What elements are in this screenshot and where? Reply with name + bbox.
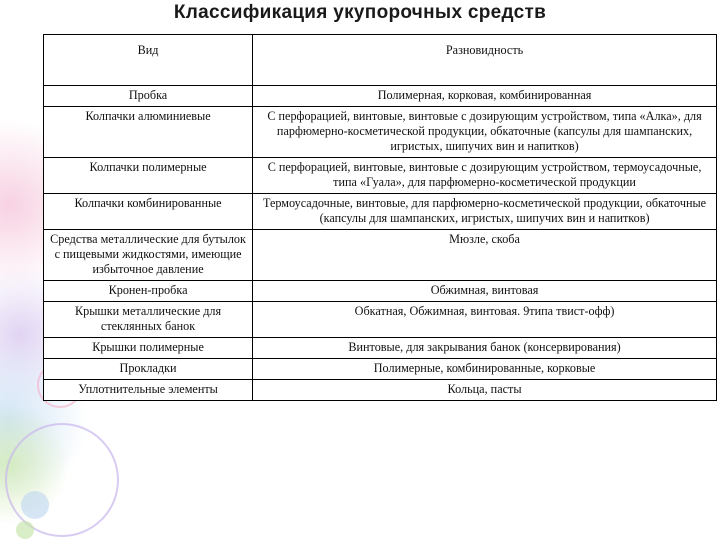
table-row	[44, 86, 717, 107]
table-row	[44, 230, 717, 281]
variety-cell: Кольца, пасты	[253, 380, 717, 401]
variety-cell: С перфорацией, винтовые, винтовые с дозирующим устройством, термоусадочные, типа «Гуала», для парфюмерно-косметической продукции	[253, 158, 717, 194]
kind-cell: Крышки полимерные	[44, 338, 253, 359]
kind-cell: Средства металлические для бутылок с пищевыми жидкостями, имеющие избыточное давление	[44, 230, 253, 281]
classification-table	[43, 34, 717, 401]
header-cell-variety: Разновидность	[253, 35, 717, 86]
kind-cell: Колпачки алюминиевые	[44, 107, 253, 158]
kind-cell: Колпачки полимерные	[44, 158, 253, 194]
table-row	[44, 380, 717, 401]
kind-cell: Колпачки комбинированные	[44, 194, 253, 230]
kind-cell: Кронен-пробка	[44, 281, 253, 302]
variety-cell: Полимерная, корковая, комбинированная	[253, 86, 717, 107]
decor-dot-green	[16, 521, 34, 539]
variety-cell: Обжимная, винтовая	[253, 281, 717, 302]
table-row	[44, 194, 717, 230]
variety-cell: Полимерные, комбинированные, корковые	[253, 359, 717, 380]
table-row	[44, 281, 717, 302]
variety-cell: С перфорацией, винтовые, винтовые с дозирующим устройством, типа «Алка», для парфюмерно-косметической продукции, обкаточные (капсулы для шампанских, игристых, шипучих вин и напитков)	[253, 107, 717, 158]
kind-cell: Пробка	[44, 86, 253, 107]
variety-cell: Обкатная, Обжимная, винтовая. 9типа твист-офф)	[253, 302, 717, 338]
header-cell-kind: Вид	[44, 35, 253, 86]
table-row	[44, 338, 717, 359]
table-row	[44, 359, 717, 380]
table-row	[44, 107, 717, 158]
variety-cell: Термоусадочные, винтовые, для парфюмерно-косметической продукции, обкаточные (капсулы для шампанских, игристых, шипучих вин и напитков)	[253, 194, 717, 230]
table-row	[44, 302, 717, 338]
table-header-row	[44, 35, 717, 86]
variety-cell: Мюзле, скоба	[253, 230, 717, 281]
decor-dot-blue	[21, 491, 49, 519]
kind-cell: Прокладки	[44, 359, 253, 380]
variety-cell: Винтовые, для закрывания банок (консервирования)	[253, 338, 717, 359]
kind-cell: Крышки металлические для стеклянных банок	[44, 302, 253, 338]
page-title: Классификация укупорочных средств	[173, 2, 547, 23]
kind-cell: Уплотнительные элементы	[44, 380, 253, 401]
table-row	[44, 158, 717, 194]
